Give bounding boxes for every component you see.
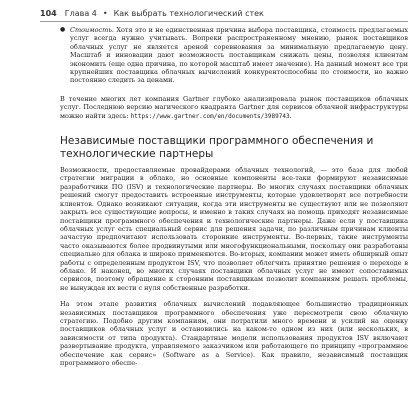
bullet-term: Стоимость.	[70, 26, 114, 34]
chapter-label: Глава 4	[64, 8, 97, 18]
header-separator: •	[102, 8, 108, 18]
section-heading: Независимые поставщики программного обеспечения и технологические партнеры	[60, 135, 374, 160]
chapter-title: Как выбрать технологический стек	[113, 8, 264, 18]
paragraph-gartner	[60, 95, 408, 121]
header-rule	[40, 21, 408, 22]
running-header	[40, 6, 408, 20]
section-paragraph-1: Возможности, предоставляемые провайдерами облачных технологий, — это база для любой стратегии миграции в облако, но основные компоненты все-таки формируют независимые разработчики ПО (ISV) и технологические партнеры. Во многих случаях поставщики облачных решений смогут предоставить встроенные инструменты, которые удовлетворят все потребности клиентов. Однако возникают ситуации, когда эти инструменты не существуют или не позволяют закрыть все существующие вопросы, и именно в таких случаях на помощь приходят независимые поставщики программного обеспечения и технологические партнеры. Даже если у поставщика облачных услуг есть специальный сервис для решения задачи, по различным причинам клиенты зачастую предпочитают использовать сторонние инструменты. Во-первых, такие инструменты часто оказываются более продвинутыми или многофункциональными, поскольку они разработаны специально для облака и широко применяются. Во-вторых, компании может иметь обширный опыт работы с определенным продуктом ISV, что позволяет облегчить принятие решения о переходе в облако. И наконец, во многих случаях поставщики облачных услуг не имеют сопоставимых сервисов, поэтому обращение к сторонним поставщикам позволит компаниям решать проблемы, не вынуждая их вести с нуля собственные разработки.	[60, 166, 408, 292]
bullet-text	[70, 26, 408, 85]
section-paragraph-2: На этом этапе развития облачных вычислений подавляющее большинство традиционных независимых поставщиков программного обеспечения уже пересмотрели свою облачную стратегию. Подобно другим компаниям, они потратили много времени и усилий на оценку поставщиков облачных услуг и остановились на каком-то одном из них (или нескольких, в зависимости от типа продукта). Стандартные модели использования продуктов ISV включают развертывание продукта, управляемого заказчиком или работающего по принципу «программное обеспечение как сервис» (Software as a Service). Как правило, независимый поставщик программного обеспе-	[60, 300, 408, 367]
page-number: 104	[40, 8, 57, 18]
paragraph-gartner-end: .	[289, 111, 292, 120]
bullet-icon: ●	[60, 26, 66, 33]
gartner-link[interactable]: https://www.gartner.com/en/documents/3989743	[130, 112, 290, 120]
bullet-item-cost	[60, 26, 408, 85]
bullet-body: Хотя это и не единственная причина выбора поставщика, стоимость предлагаемых услуг всегда нужно учитывать. Вопреки распространенному мнению, рынок поставщиков облачных услуг не является ареной соревнования за минимальную предлагаемую цену. Масштаб и инновации дают возможность поставщикам снижать цены, позволяя клиентам экономить (еще одна причина, по которой масштаб имеет значение). На данный момент все три крупнейших поставщика облачных вычислений конкурентоспособны по стоимости, но важно постоянно следить за ценами.	[70, 26, 408, 85]
paragraph-gartner-text: В течение многих лет компания Gartner глубоко анализировала рынок поставщиков облачных услуг. Последнюю версию магического квадранта Gartner для сервисов облачной инфраструктуры можно найти здесь:	[60, 94, 408, 120]
page-content	[60, 26, 408, 367]
